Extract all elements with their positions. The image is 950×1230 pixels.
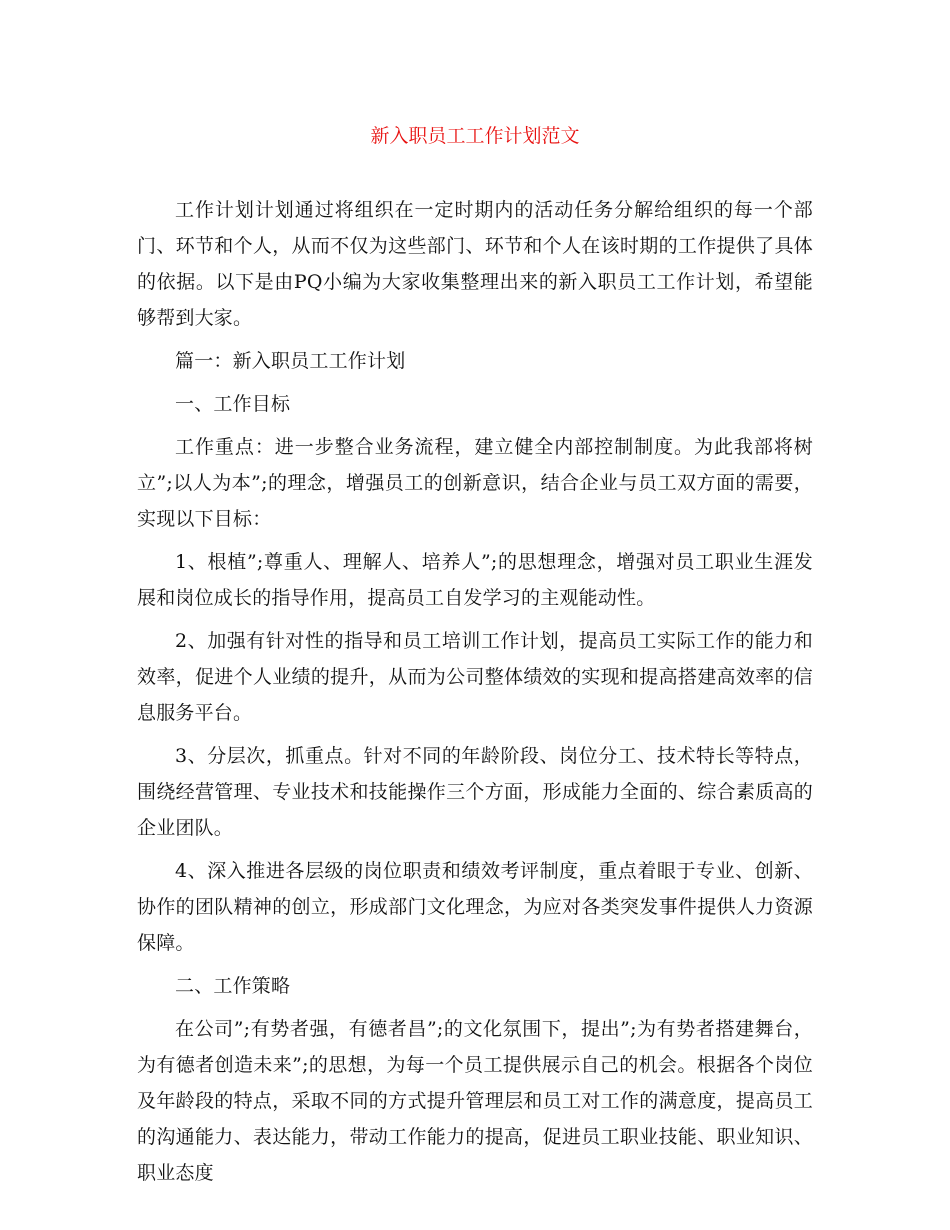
paragraph-goal-3: 3、分层次，抓重点。针对不同的年龄阶段、岗位分工、技术特长等特点，围绕经营管理、专业技术和技能操作三个方面，形成能力全面的、综合素质高的企业团队。 [137,745,813,839]
section-heading-work-strategy: 二、工作策略 [175,975,291,997]
paragraph-goal-4: 4、深入推进各层级的岗位职责和绩效考评制度，重点着眼于专业、创新、协作的团队精神的创立，形成部门文化理念，为应对各类突发事件提供人力资源保障。 [137,860,813,954]
section-heading-part-one: 篇一：新入职员工工作计划 [175,350,406,372]
paragraph-goal-1: 1、根植”;尊重人、理解人、培养人”;的思想理念，增强对员工职业生涯发展和岗位成长的指导作用，提高员工自发学习的主观能动性。 [137,551,813,609]
paragraph-strategy: 在公司”;有势者强，有德者昌”;的文化氛围下，提出”;为有势者搭建舞台，为有德者创造未来”;的思想，为每一个员工提供展示自己的机会。根据各个岗位及年龄段的特点，采取不同的方式提升管理层和员工对工作的满意度，提高员工的沟通能力、表达能力，带动工作能力的提高，促进员工职业技能、职业知识、职业态度 [137,1018,813,1184]
paragraph-work-focus: 工作重点：进一步整合业务流程，建立健全内部控制制度。为此我部将树立”;以人为本”;的理念，增强员工的创新意识，结合企业与员工双方面的需要，实现以下目标： [137,436,813,530]
section-heading-work-goals: 一、工作目标 [175,393,291,415]
document-body [137,192,813,1198]
paragraph-intro: 工作计划计划通过将组织在一定时期内的活动任务分解给组织的每一个部门、环节和个人，从而不仅为这些部门、环节和个人在该时期的工作提供了具体的依据。以下是由PQ小编为大家收集整理出来的新入职员工工作计划，希望能够帮到大家。 [137,199,813,329]
document-title: 新入职员工工作计划范文 [370,125,580,147]
paragraph-goal-2: 2、加强有针对性的指导和员工培训工作计划，提高员工实际工作的能力和效率，促进个人业绩的提升，从而为公司整体绩效的实现和提高搭建高效率的信息服务平台。 [137,630,813,724]
